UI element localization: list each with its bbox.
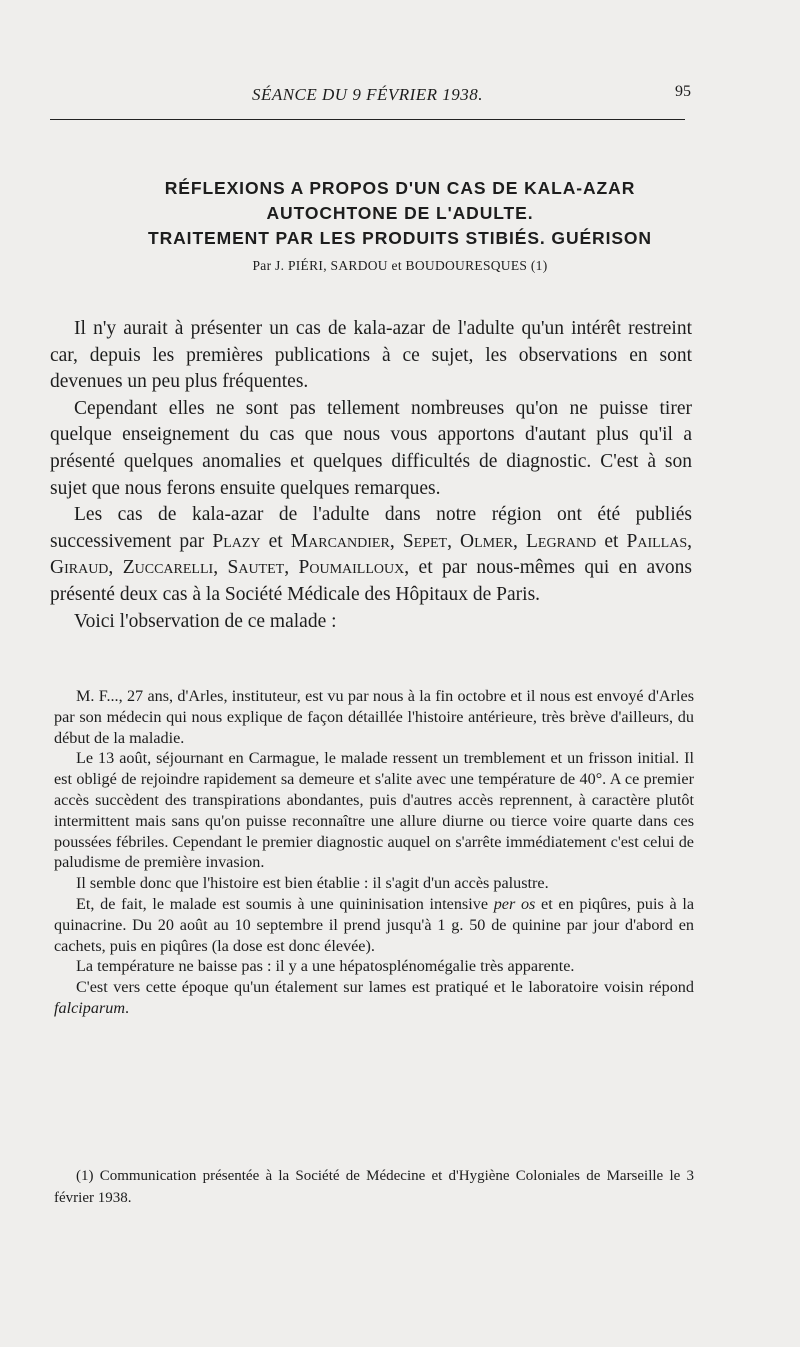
paragraph-1: Il n'y aurait à présenter un cas de kala-azar de l'adulte qu'un intérêt restreint car, depuis les premières publications à ce sujet, les observations en sont devenues un peu plus fréquentes. (50, 318, 692, 393)
paragraph-3 (50, 502, 692, 608)
text-span: , (513, 530, 526, 552)
author-name: Poumailloux (298, 557, 405, 579)
text-span: et en piqûres, puis à la quinacrine. Du 20 août au 10 septembre il prend jusqu'à 1 g. 50 de quinine par jour d'abord en cachets, puis en piqûres (la dose est donc élevée). (54, 894, 695, 955)
paragraph-2: Cependant elles ne sont pas tellement nombreuses qu'on ne puisse tirer quelque enseignement du cas que nous vous apportons d'autant plus qu'il a présenté quelques anomalies et quelques difficultés de diagnostic. C'est à son sujet que nous ferons ensuite quelques remarques. (50, 397, 692, 499)
italic-term: falciparum (54, 998, 126, 1017)
title-line-1: RÉFLEXIONS A PROPOS D'UN CAS DE KALA-AZAR (164, 178, 636, 198)
text-span: , (108, 557, 123, 579)
observation-paragraph-6 (54, 977, 694, 1019)
italic-term: per os (493, 894, 536, 913)
text-span: et (596, 530, 627, 552)
text-span: Les cas de kala-azar de l'adulte dans notre région ont été publiés successivement par (50, 504, 692, 552)
text-span: . (125, 998, 130, 1017)
author-name: Sautet (227, 557, 285, 579)
observation-text (54, 686, 694, 1019)
article-title (60, 176, 740, 251)
author-name: Paillas (626, 530, 688, 552)
title-line-3: TRAITEMENT PAR LES PRODUITS STIBIÉS. GUÉRISON (148, 228, 652, 248)
page-number: 95 (675, 83, 691, 100)
observation-paragraph-2: Le 13 août, séjournant en Carmague, le malade ressent un tremblement et un frisson initial. Il est obligé de rejoindre rapidement sa demeure et s'alite avec une température de 40°. A ce premier accès succèdent des transpirations abondantes, puis d'autres accès reprennent, à caractère plutôt intermittent mais sans qu'on puisse reconnaître une allure diurne ou tierce voire quarte dans ces poussées fébriles. Cependant le premier diagnostic auquel on s'arrête immédiatement c'est celui de paludisme de première invasion. (54, 749, 694, 872)
author-name: Plazy (212, 530, 261, 552)
text-span: Et, de fait, le malade est soumis à une quininisation intensive (76, 894, 494, 913)
observation-paragraph-5: La température ne baisse pas : il y a une hépatosplénomégalie très apparente. (76, 957, 575, 976)
text-span: , (389, 530, 403, 552)
text-span: , (687, 530, 692, 552)
text-span: , (284, 557, 299, 579)
author-name: Marcandier (290, 530, 390, 552)
title-line-2: AUTOCHTONE DE L'ADULTE. (266, 203, 534, 223)
body-text (50, 316, 692, 635)
author-name: Zuccarelli (122, 557, 214, 579)
text-span: , (213, 557, 228, 579)
header-rule (50, 119, 685, 120)
running-title: SÉANCE DU 9 FÉVRIER 1938. (251, 85, 484, 104)
text-span: , (447, 530, 461, 552)
observation-paragraph-4 (54, 894, 694, 956)
text-span: C'est vers cette époque qu'un étalement sur lames est pratiqué et le laboratoire voisin répond (76, 978, 694, 997)
footnote-text: (1) Communication présentée à la Société de Médecine et d'Hygiène Coloniales de Marseille le 3 février 1938. (54, 1168, 694, 1206)
author-name: Giraud (50, 557, 109, 579)
author-name: Olmer (460, 530, 514, 552)
author-name: Legrand (526, 530, 597, 552)
running-head (50, 83, 691, 123)
author-name: Sepet (402, 530, 448, 552)
byline: Par J. PIÉRI, SARDOU et BOUDOURESQUES (1) (252, 258, 548, 273)
text-span: , et par nous-mêmes qui en avons présenté deux cas à la Société Médicale des Hôpitaux de Paris. (50, 557, 693, 605)
paragraph-4: Voici l'observation de ce malade : (74, 610, 337, 632)
text-span: et (260, 530, 291, 552)
observation-paragraph-3: Il semble donc que l'histoire est bien établie : il s'agit d'un accès palustre. (76, 874, 549, 893)
observation-paragraph-1: M. F..., 27 ans, d'Arles, instituteur, est vu par nous à la fin octobre et il nous est envoyé d'Arles par son médecin qui nous explique de façon détaillée l'histoire antérieure, très brève d'ailleurs, du début de la maladie. (54, 687, 694, 747)
footnote (54, 1165, 694, 1209)
